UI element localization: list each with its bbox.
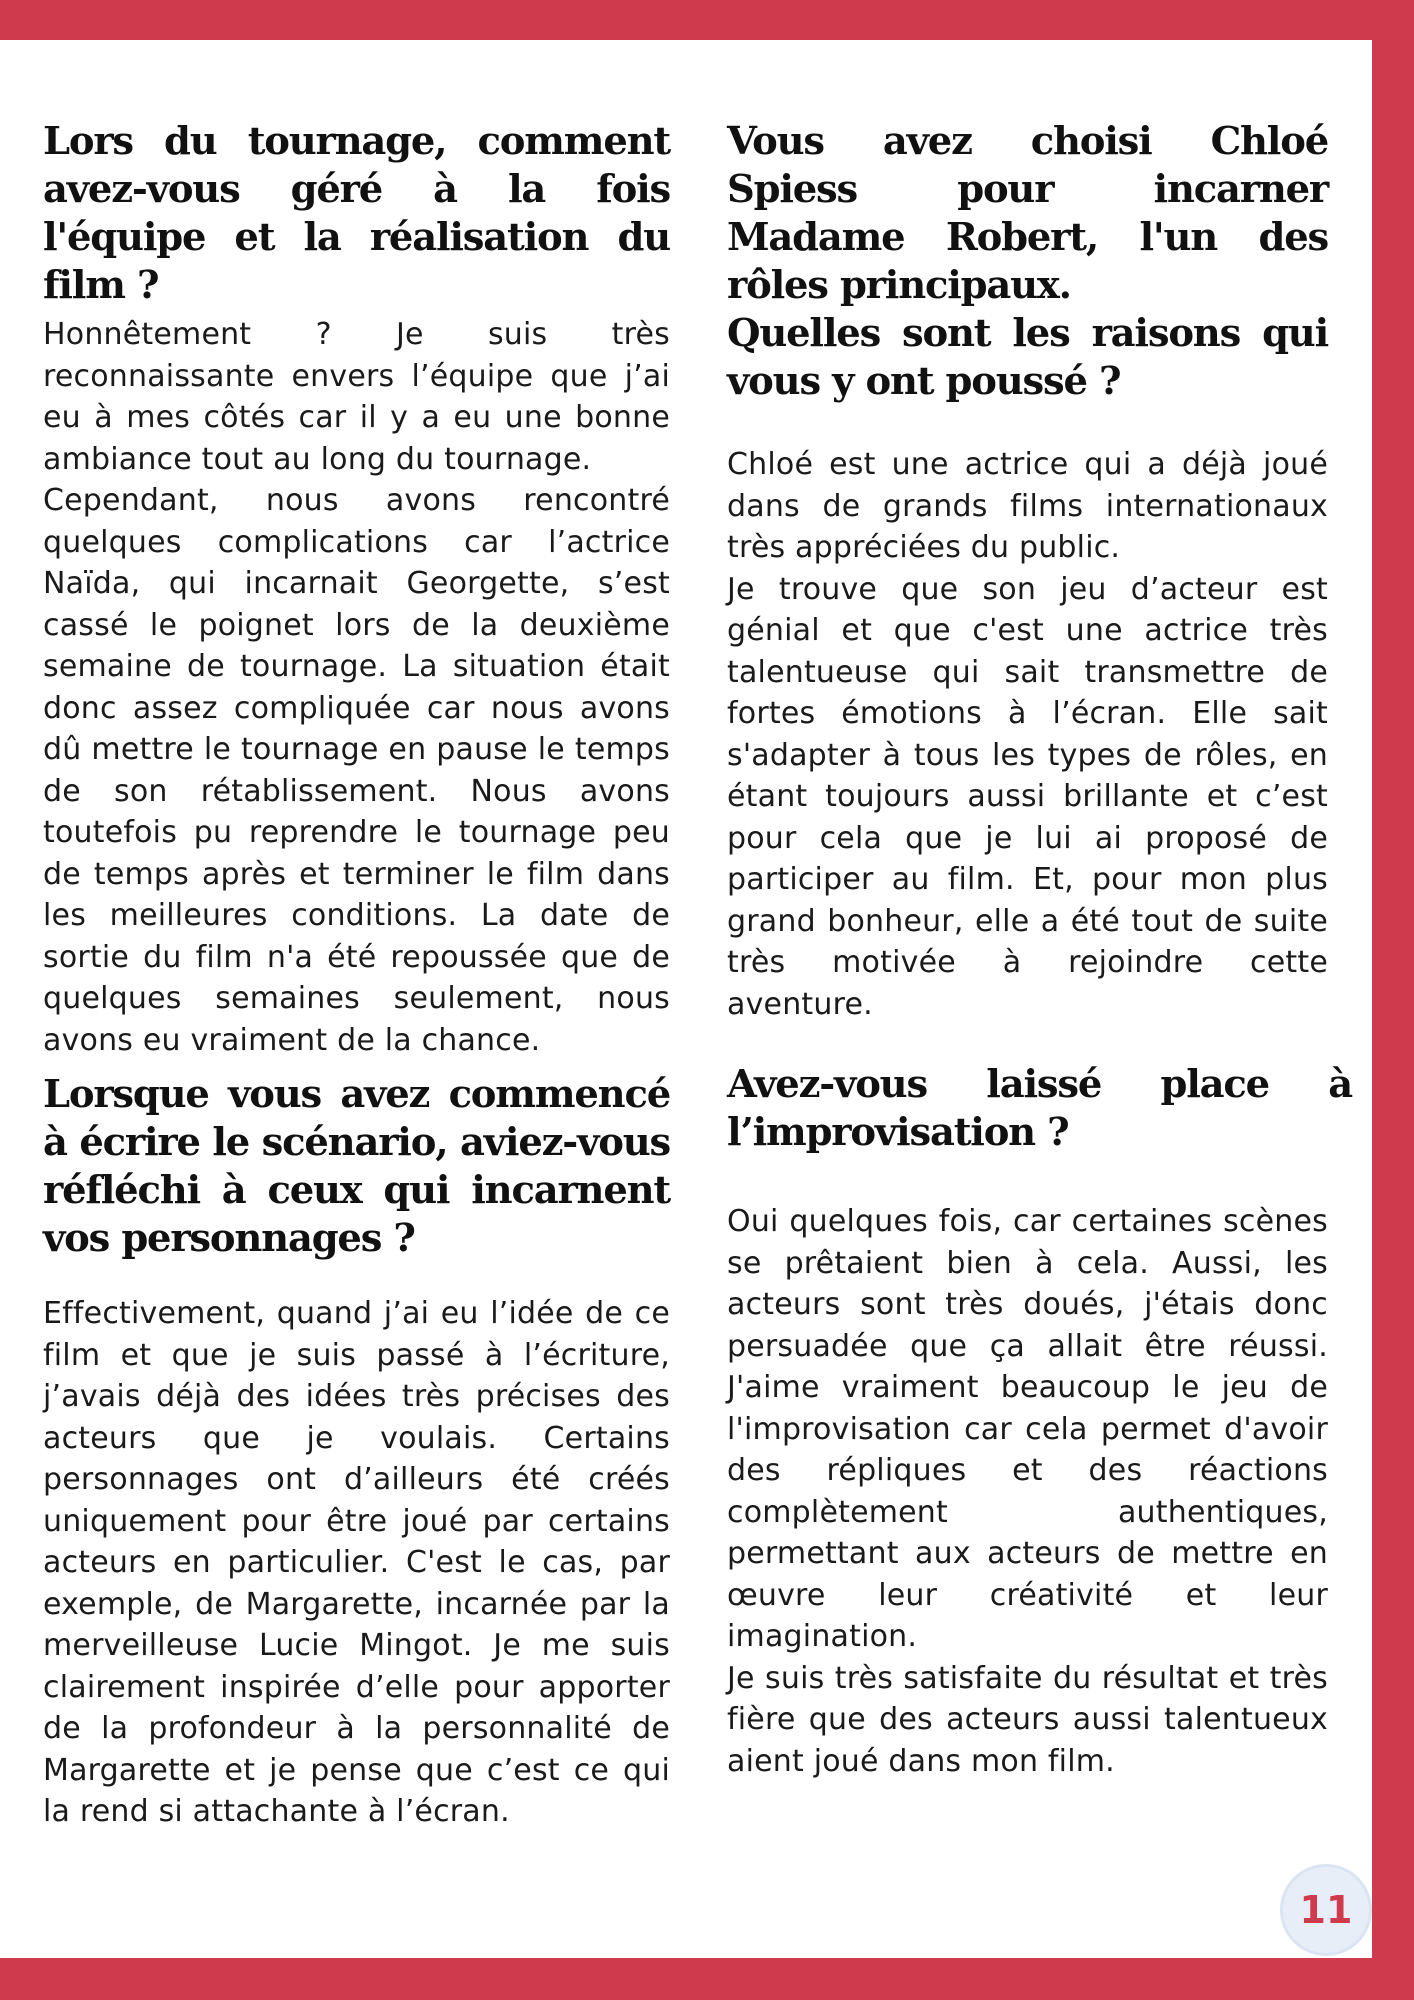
answer-paragraph: Je suis très satisfaite du résultat et très fière que des acteurs aussi talentueux aient joué dans mon film. [727,1660,1328,1779]
question-title-line: Vous avez choisi Chloé Spiess pour incarner Madame Robert, l'un des rôles principaux. [727,119,1328,308]
right-column [727,118,1352,1782]
page-number-badge: 11 [1283,1867,1369,1953]
question-title-casting [727,118,1328,406]
answer-paragraph: Cependant, nous avons rencontré quelques complications car l’actrice Naïda, qui incarnait Georgette, s’est cassé le poignet lors de la deuxième semaine de tournage. La situation était donc assez compliquée car nous avons dû mettre le tournage en pause le temps de son rétablissement. Nous avons toutefois pu reprendre le tournage peu de temps après et terminer le film dans les meilleures conditions. La date de sortie du film n'a été repoussée que de quelques semaines seulement, nous avons eu vraiment de la chance. [43,483,670,1058]
answer-paragraph: Je trouve que son jeu d’acteur est génial et que c'est une actrice très talentueuse qui sait transmettre de fortes émotions à l’écran. Elle sait s'adapter à tous les types de rôles, en étant toujours aussi brillante et c’est pour cela que je lui ai proposé de participer au film. Et, pour mon plus grand bonheur, elle a été tout de suite très motivée à rejoindre cette aventure. [727,571,1328,1022]
answer-paragraph: Chloé est une actrice qui a déjà joué dans de grands films internationaux très appréciées du public. [727,447,1328,565]
answer-paragraph: Effectivement, quand j’ai eu l’idée de ce film et que je suis passé à l’écriture, j’avais déjà des idées très précises des acteurs que je voulais. Certains personnages ont d’ailleurs été créés uniquement pour être joué par certains acteurs en particulier. C'est le cas, par exemple, de Margarette, incarnée par la merveilleuse Lucie Mingot. Je me suis clairement inspirée d’elle pour apporter de la profondeur à la personnalité de Margarette et je pense que c’est ce qui la rend si attachante à l’écran. [43,1296,670,1829]
left-column [43,118,670,1833]
question-title-filming: Lors du tournage, comment avez-vous géré à la fois l'équipe et la réalisation du film ? [43,119,670,308]
bottom-border [0,1958,1414,2000]
right-border [1372,0,1414,2000]
answer-paragraph: Honnêtement ? Je suis très reconnaissante envers l’équipe que j’ai eu à mes côtés car il y a eu une bonne ambiance tout au long du tournage. [43,317,670,477]
question-title-screenplay: Lorsque vous avez commencé à écrire le scénario, aviez-vous réfléchi à ceux qui incarnent vos personnages ? [43,1072,670,1261]
top-border [0,0,1414,40]
answer-paragraph: Oui quelques fois, car certaines scènes se prêtaient bien à cela. Aussi, les acteurs sont très doués, j'étais donc persuadée que ça allait être réussi. J'aime vraiment beaucoup le jeu de l'improvisation car cela permet d'avoir des répliques et des réactions complètement authentiques, permettant aux acteurs de mettre en œuvre leur créativité et leur imagination. [727,1204,1328,1654]
question-title-line: Quelles sont les raisons qui vous y ont poussé ? [727,311,1328,404]
question-title-improvisation: Avez-vous laissé place à l’improvisation ? [727,1062,1352,1155]
